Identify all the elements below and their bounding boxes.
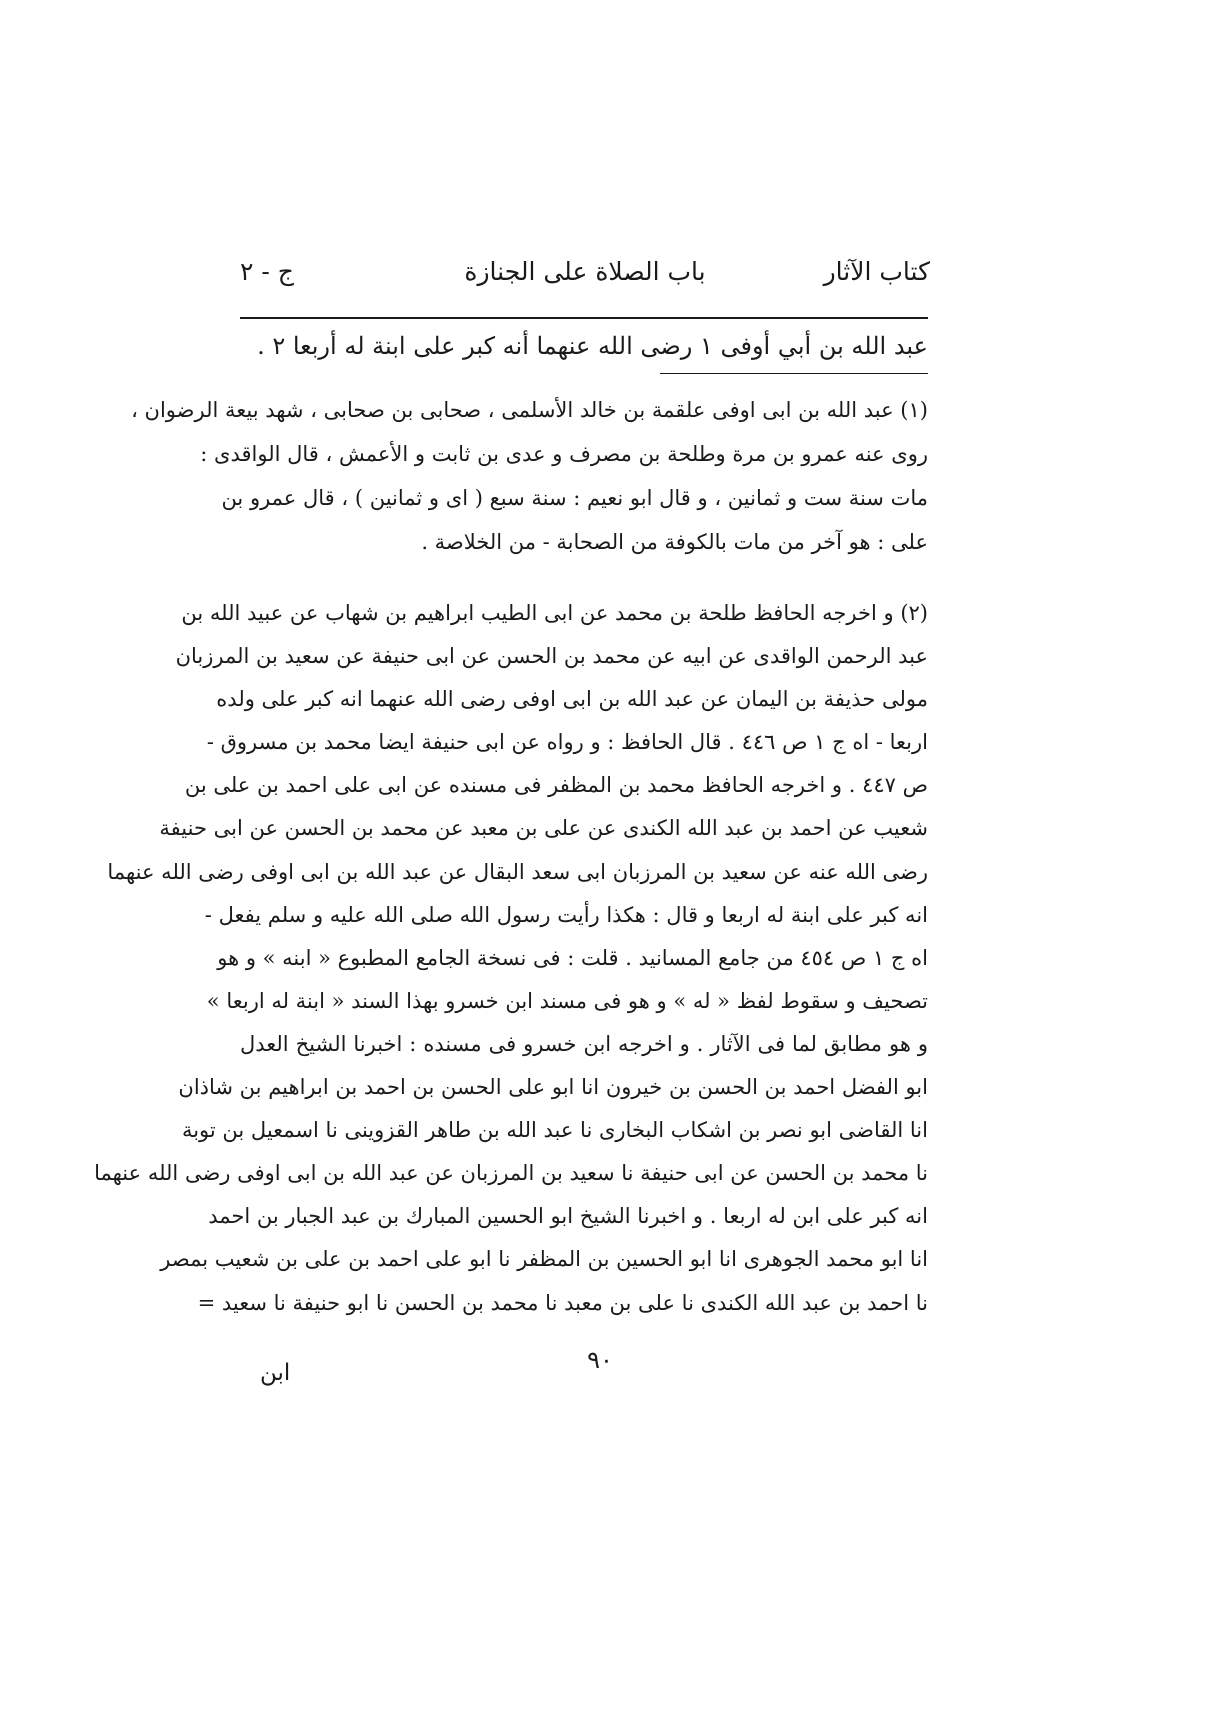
header-rule (240, 317, 928, 319)
footnote-line: اربعا - اه ج ١ ص ٤٤٦ . قال الحافظ : و رواه عن ابى حنيفة ايضا محمد بن مسروق - (206, 730, 928, 755)
catchword: ابن (260, 1360, 291, 1386)
footnote-line: رضى الله عنه عن سعيد بن المرزبان ابى سعد البقال عن عبد الله بن ابى اوفى رضى الله عنهما (107, 859, 928, 884)
footnote-line: انا ابو محمد الجوهرى انا ابو الحسين بن المظفر نا ابو على احمد بن على بن شعيب بمصر (160, 1247, 928, 1272)
footnote-line: (١) عبد الله بن ابى اوفى علقمة بن خالد الأسلمى ، صحابى بن صحابى ، شهد بيعة الرضوان ، (131, 398, 928, 422)
footnote-line: ابو الفضل احمد بن الحسن بن خيرون انا ابو على الحسن بن احمد بن ابراهيم بن شاذان (178, 1075, 928, 1100)
footnote-line: اه ج ١ ص ٤٥٤ من جامع المسانيد . قلت : فى نسخة الجامع المطبوع « ابنه » و هو (217, 945, 928, 970)
footnote-line: شعيب عن احمد بن عبد الله الكندى عن على بن معبد عن محمد بن الحسن عن ابى حنيفة (159, 816, 928, 841)
footnote-line: نا محمد بن الحسن عن ابى حنيفة نا سعيد بن المرزبان عن عبد الله بن ابى اوفى رضى الله عنهما (94, 1161, 928, 1186)
footnote-line: ص ٤٤٧ . و اخرجه الحافظ محمد بن المظفر فى مسنده عن ابى على احمد بن على بن (184, 773, 928, 798)
running-header (240, 252, 930, 296)
chapter-title: باب الصلاة على الجنازة (464, 257, 706, 286)
volume-label: ج - ٢ (240, 257, 294, 286)
footnote-line: و هو مطابق لما فى الآثار . و اخرجه ابن خسرو فى مسنده : اخبرنا الشيخ العدل (240, 1031, 928, 1056)
book-title: كتاب الآثار (823, 257, 930, 286)
footnote-2 (94, 592, 928, 1325)
footnote-line: نا احمد بن عبد الله الكندى نا على بن معبد نا محمد بن الحسن نا ابو حنيفة نا سعيد = (197, 1290, 928, 1315)
footnote-1 (131, 388, 928, 564)
page-number: ٩٠ (587, 1346, 613, 1374)
footnote-line: مات سنة ست و ثمانين ، و قال ابو نعيم : سنة سبع ( اى و ثمانين ) ، قال عمرو بن (221, 486, 928, 510)
footnote-line: انا القاضى ابو نصر بن اشكاب البخارى نا عبد الله بن طاهر القزوينى نا اسمعيل بن توبة (181, 1118, 928, 1143)
footnote-line: (٢) و اخرجه الحافظ طلحة بن محمد عن ابى الطيب ابراهيم بن شهاب عن عبيد الله بن (181, 601, 928, 625)
footnote-line: روى عنه عمرو بن مرة وطلحة بن مصرف و عدى بن ثابت و الأعمش ، قال الواقدى : (200, 442, 928, 466)
footnote-line: انه كبر على ابن له اربعا . و اخبرنا الشيخ ابو الحسين المبارك بن عبد الجبار بن احمد (208, 1204, 928, 1229)
footnote-line: تصحيف و سقوط لفظ « له » و هو فى مسند ابن خسرو بهذا السند « ابنة له اربعا » (206, 988, 928, 1013)
footnote-line: على : هو آخر من مات بالكوفة من الصحابة - من الخلاصة . (421, 530, 928, 554)
footnote-line: مولى حذيفة بن اليمان عن عبد الله بن ابى اوفى رضى الله عنهما انه كبر على ولده (216, 687, 928, 712)
main-text: عبد الله بن أبي أوفى ١ رضى الله عنهما أنه كبر على ابنة له أربعا ٢ . (257, 332, 928, 360)
footnote-separator (660, 373, 928, 374)
footnote-line: انه كبر على ابنة له اربعا و قال : هكذا رأيت رسول الله صلى الله عليه و سلم يفعل - (204, 902, 928, 927)
footnote-line: عبد الرحمن الواقدى عن ابيه عن محمد بن الحسن عن ابى حنيفة عن سعيد بن المرزبان (175, 644, 928, 669)
